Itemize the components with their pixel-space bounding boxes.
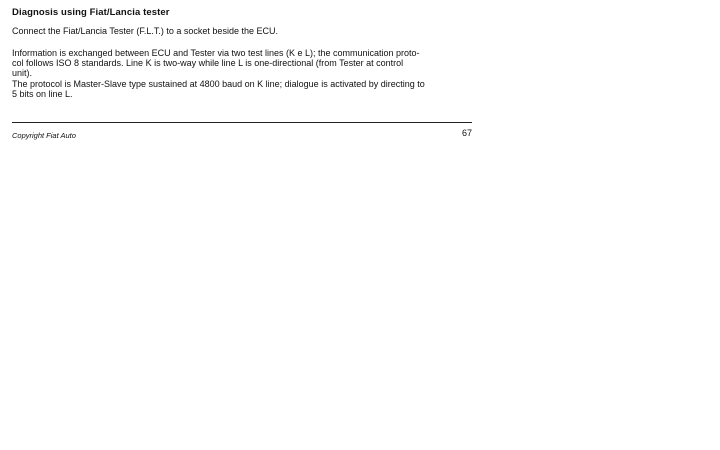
paragraph-connect-tester <box>12 26 474 36</box>
footer-divider <box>12 122 472 123</box>
text-line: Connect the Fiat/Lancia Tester (F.L.T.) to a socket beside the ECU. <box>12 26 278 36</box>
text-line: The protocol is Master-Slave type sustained at 4800 baud on K line; dialogue is activated by directing to <box>12 79 425 89</box>
text-line: 5 bits on line L. <box>12 89 73 100</box>
section-heading: Diagnosis using Fiat/Lancia tester <box>12 7 170 18</box>
paragraph-communication-lines <box>12 48 474 79</box>
text-line: Information is exchanged between ECU and Tester via two test lines (K e L); the communication proto- <box>12 48 420 58</box>
copyright-notice: Copyright Fiat Auto <box>12 131 76 140</box>
text-line: col follows ISO 8 standards. Line K is two-way while line L is one-directional (from Tester at control <box>12 58 404 69</box>
page-number: 67 <box>462 128 473 138</box>
paragraph-protocol <box>12 79 474 99</box>
text-line: unit). <box>12 68 33 79</box>
